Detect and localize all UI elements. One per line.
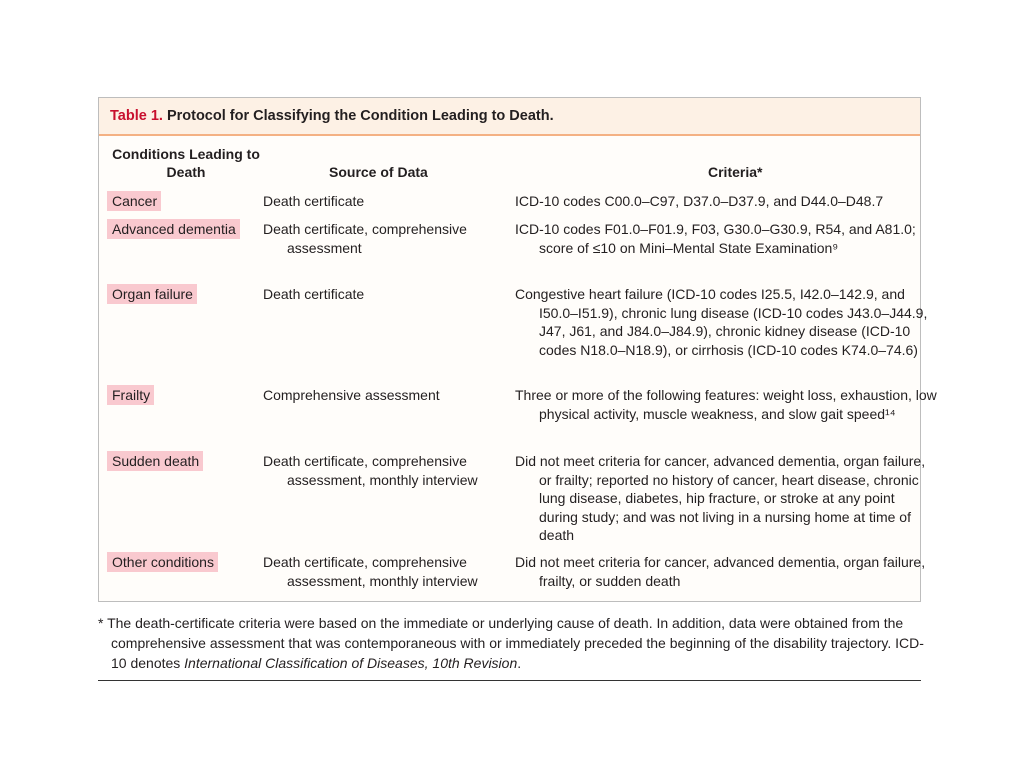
source-cell: Death certificate, comprehensive assessment (263, 221, 467, 256)
footnote-italic: International Classification of Diseases, 10th Revision (184, 655, 518, 671)
footnote-text: * The death-certificate criteria were based on the immediate or underlying cause of death. In addition, data were obtained from the comprehensive assessment that was contemporaneous with or immediately preceded the beginning of the disability trajectory. ICD-10 denotes (98, 615, 924, 671)
header-criteria: Criteria* (708, 164, 763, 180)
criteria-cell: Congestive heart failure (ICD-10 codes I25.5, I42.0–142.9, and I50.0–I51.9), chronic lung disease (ICD-10 codes J43.0–J44.9, J47, J61, and J84.0–J84.9), chronic kidney disease (ICD-10 codes N18.0–N18.9), or cirrhosis (ICD-10 codes K74.0–74.6) (515, 286, 928, 358)
condition-cell: Frailty (107, 385, 154, 405)
condition-cell: Advanced dementia (107, 219, 240, 239)
condition-cell: Other conditions (107, 552, 218, 572)
header-source: Source of Data (329, 164, 428, 180)
condition-cell: Organ failure (107, 284, 197, 304)
source-cell: Death certificate, comprehensive assessment, monthly interview (263, 453, 478, 488)
source-cell: Death certificate, comprehensive assessment, monthly interview (263, 554, 478, 589)
condition-cell: Sudden death (107, 451, 203, 471)
condition-cell: Cancer (107, 191, 161, 211)
criteria-cell: Three or more of the following features: weight loss, exhaustion, low physical activity, muscle weakness, and slow gait speed¹⁴ (515, 387, 937, 422)
table-footnote (98, 613, 937, 673)
table (98, 97, 937, 602)
table-title-text: Protocol for Classifying the Condition Leading to Death. (166, 108, 554, 124)
criteria-cell: Did not meet criteria for cancer, advanced dementia, organ failure, frailty, or sudden death (515, 554, 926, 589)
criteria-cell: ICD-10 codes F01.0–F01.9, F03, G30.0–G30.9, R54, and A81.0; score of ≤10 on Mini–Mental State Examination⁹ (515, 221, 916, 256)
criteria-cell: Did not meet criteria for cancer, advanced dementia, organ failure, or frailty; reported no history of cancer, heart disease, chronic lung disease, diabetes, hip fracture, or stroke at any point during study; and was not living in a nursing home at time of death (515, 453, 926, 543)
bottom-rule (98, 680, 921, 681)
source-cell: Death certificate (263, 193, 365, 209)
source-cell: Death certificate (263, 286, 365, 302)
table-title (110, 108, 554, 124)
source-cell: Comprehensive assessment (263, 387, 440, 403)
footnote-end: . (517, 655, 522, 671)
header-conditions: Conditions Leading to Death (112, 146, 260, 180)
table-title-bar (99, 98, 920, 136)
table-number: Table 1. (110, 108, 163, 124)
criteria-cell: ICD-10 codes C00.0–C97, D37.0–D37.9, and D44.0–D48.7 (515, 193, 884, 209)
